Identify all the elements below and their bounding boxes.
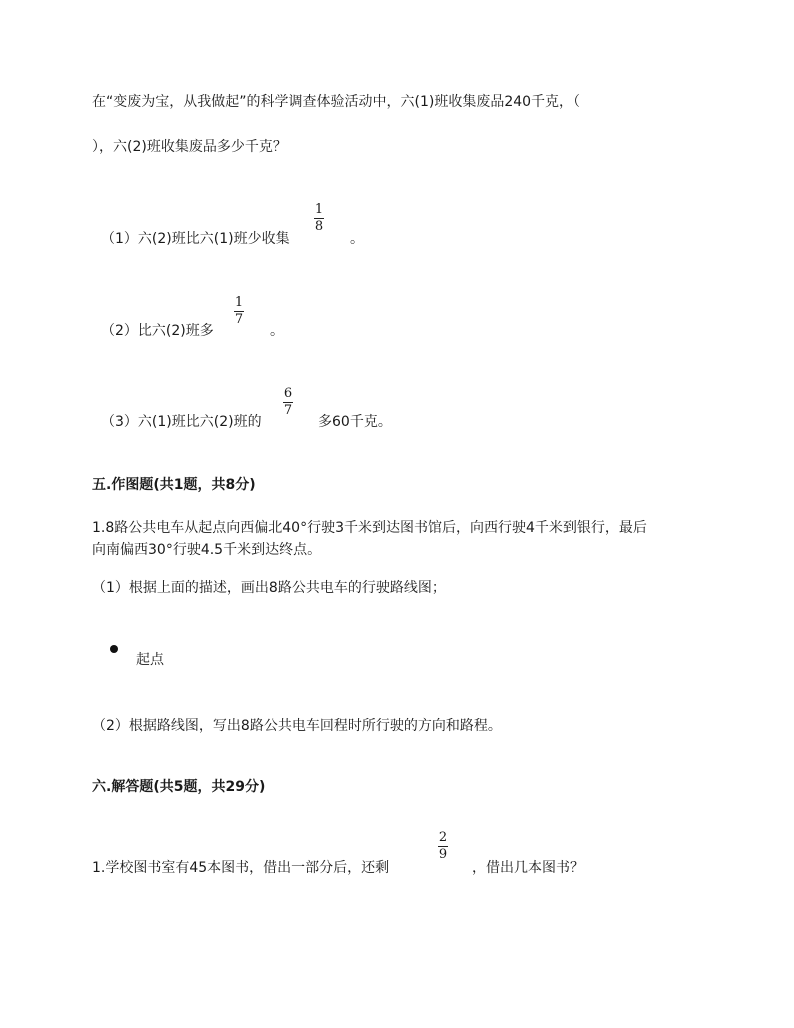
option-2-frac-numerator: 1 [234,295,244,310]
start-point-dot [110,645,118,653]
option-1-prefix: （1）六(2)班比六(1)班少收集 [101,231,290,247]
option-3-suffix: 多60千克。 [318,414,392,430]
section-6-q1-prefix: 1.学校图书室有45本图书，借出一部分后，还剩 [92,860,390,876]
section-6-q1-frac-numerator: 2 [438,830,448,845]
option-2-fraction [234,296,244,327]
section-6-q1-fraction [438,831,448,862]
section-5-q1-line1: 1.8路公共电车从起点向西偏北40°行驶3千米到达图书馆后，向西行驶4千米到银行，最后 [92,520,647,536]
option-2-prefix: （2）比六(2)班多 [101,323,214,339]
option-2-suffix: 。 [270,323,284,339]
option-1-fraction [314,203,324,234]
section-6-q1-suffix: ，借出几本图书？ [472,860,584,876]
option-1-frac-numerator: 1 [314,202,324,217]
section-5-q1-line2: 向南偏西30°行驶4.5千米到达终点。 [92,542,322,558]
option-1-frac-denominator: 8 [314,219,324,234]
section-5-heading: 五.作图题(共1题，共8分) [92,477,256,493]
start-point-label: 起点 [136,652,164,668]
option-3-fraction [283,387,293,418]
option-3-prefix: （3）六(1)班比六(2)班的 [101,414,262,430]
problem-intro-line2: ），六(2)班收集废品多少千克？ [92,139,287,155]
section-5-sub2: （2）根据路线图，写出8路公共电车回程时所行驶的方向和路程。 [92,718,502,734]
section-6-q1-frac-denominator: 9 [438,847,448,862]
section-6-heading: 六.解答题(共5题，共29分) [92,779,266,795]
problem-intro-line1: 在“变废为宝，从我做起”的科学调查体验活动中，六(1)班收集废品240千克，（ [92,94,581,110]
option-3-frac-numerator: 6 [283,386,293,401]
option-1-suffix: 。 [350,231,364,247]
section-5-sub1: （1）根据上面的描述，画出8路公共电车的行驶路线图； [92,580,446,596]
option-2-frac-denominator: 7 [234,312,244,327]
option-3-frac-denominator: 7 [283,403,293,418]
